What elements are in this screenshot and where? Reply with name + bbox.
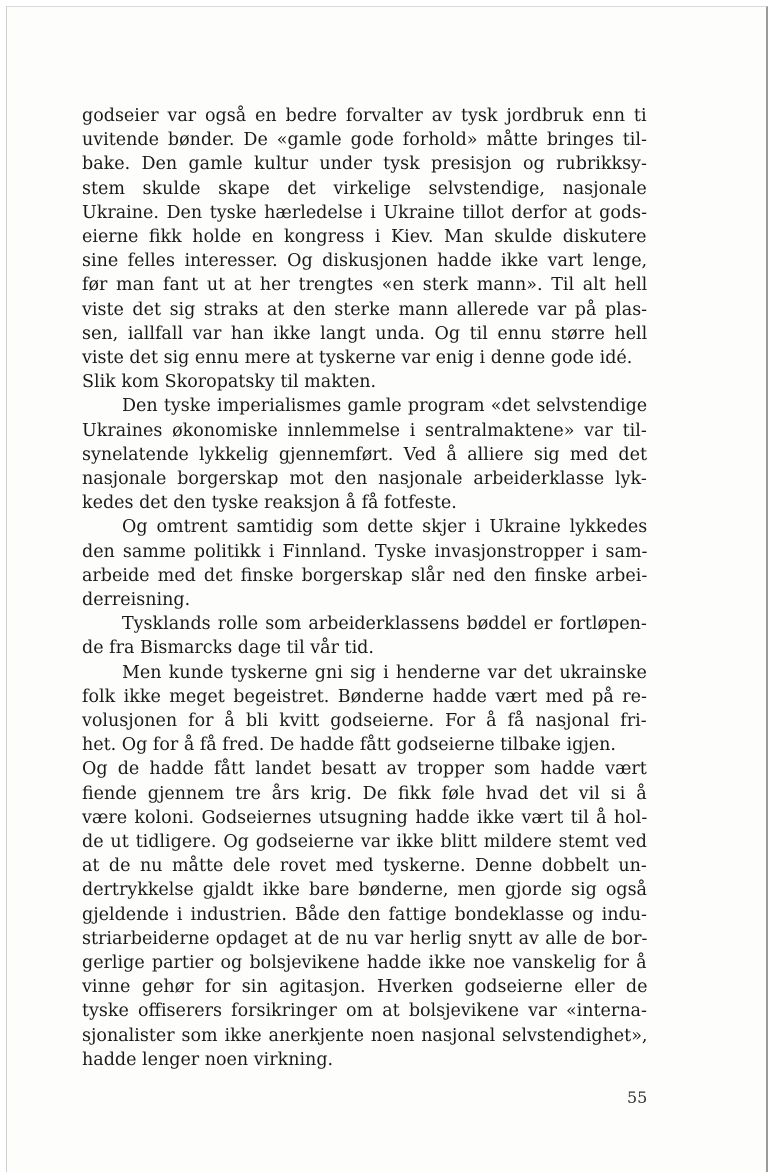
text-line: Ukraine. Den tyske hærledelse i Ukraine tillot derfor at gods- [82,202,648,223]
text-line: at de nu måtte dele rovet med tyskerne. Denne dobbelt un- [82,856,647,877]
text-line: dertrykkelse gjaldt ikke bare bønderne, men gjorde sig også [82,880,647,901]
text-line: den samme politikk i Finnland. Tyske invasjonstropper i sam- [82,541,648,562]
text-line: Og omtrent samtidig som dette skjer i Ukraine lykkedes [122,517,648,538]
text-line: folk ikke meget begeistret. Bønderne hadde vært med på re- [82,686,647,707]
text-line: Men kunde tyskerne gni sig i henderne var det ukrainske [122,662,647,683]
text-line: gerlige partier og bolsjevikene hadde ikke noe vanskelig for å [82,953,647,973]
text-line: Slik kom Skoropatsky til makten. [82,372,377,393]
text-line: nasjonale borgerskap mot den nasjonale arbeiderklasse lyk- [82,469,647,489]
text-line: gjeldende i industrien. Både den fattige bondeklasse og indu- [82,904,647,925]
text-line: Og de hadde fått landet besatt av tropper som hadde vært [82,759,647,780]
text-line: het. Og for å få fred. De hadde fått godseierne tilbake igjen. [82,735,616,756]
text-line: viste det sig ennu mere at tyskerne var enig i denne gode idé. [82,348,633,368]
text-line: sjonalister som ikke anerkjente noen nasjonal selvstendighet», [82,1025,648,1046]
book-page [6,6,768,1172]
text-line: Den tyske imperialismes gamle program «det selvstendige [122,396,648,417]
text-line: eierne fikk holde en kongress i Kiev. Man skulde diskutere [82,227,647,247]
text-line: Ukraines økonomiske innlemmelse i sentralmaktene» var til- [82,420,647,441]
text-line: striarbeiderne opdaget at de nu var herlig snytt av alle de bor- [82,928,648,949]
text-line: hadde lenger noen virkning. [82,1049,334,1070]
text-line: bake. Den gamle kultur under tysk presisjon og rubrikksy- [82,154,647,175]
text-line: de ut tidligere. Og godseierne var ikke blitt mildere stemt ved [82,832,647,852]
text-line: derreisning. [82,590,191,610]
text-line: viste det sig straks at den sterke mann allerede var på plas- [82,299,648,320]
text-line: fiende gjennem tre års krig. De fikk føle hvad det vil si å [82,783,647,804]
text-line: sine felles interesser. Og diskusjonen hadde ikke vart lenge, [82,251,648,272]
text-line: vinne gehør for sin agitasjon. Hverken godseierne eller de [82,977,648,998]
text-line: tyske offiserers forsikringer om at bolsjevikene var «interna- [82,1001,647,1022]
text-line: arbeide med det finske borgerskap slår ned den finske arbei- [82,565,648,586]
text-line: godseier var også en bedre forvalter av tysk jordbruk enn ti [82,106,647,126]
text-line: stem skulde skape det virkelige selvstendige, nasjonale [82,178,647,199]
text-line: volusjonen for å bli kvitt godseierne. For å få nasjonal fri- [82,711,647,731]
text-line: sen, iallfall var han ikke langt unda. Og til ennu større hell [82,323,648,344]
text-line: være koloni. Godseiernes utsugning hadde ikke vært til å hol- [82,807,648,828]
text-line: før man fant ut at her trengtes «en sterk mann». Til alt hell [82,275,648,296]
text-line: uvitende bønder. De «gamle gode forhold» måtte bringes til- [82,130,647,151]
text-line: synelatende lykkelig gjennemført. Ved å alliere sig med det [82,444,647,465]
text-line: de fra Bismarcks dage til vår tid. [82,638,374,659]
text-line: kedes det den tyske reaksjon å få fotfeste. [82,493,457,514]
page-number: 55 [627,1088,648,1107]
text-line: Tysklands rolle som arbeiderklassens bøddel er fortløpen- [122,614,647,635]
